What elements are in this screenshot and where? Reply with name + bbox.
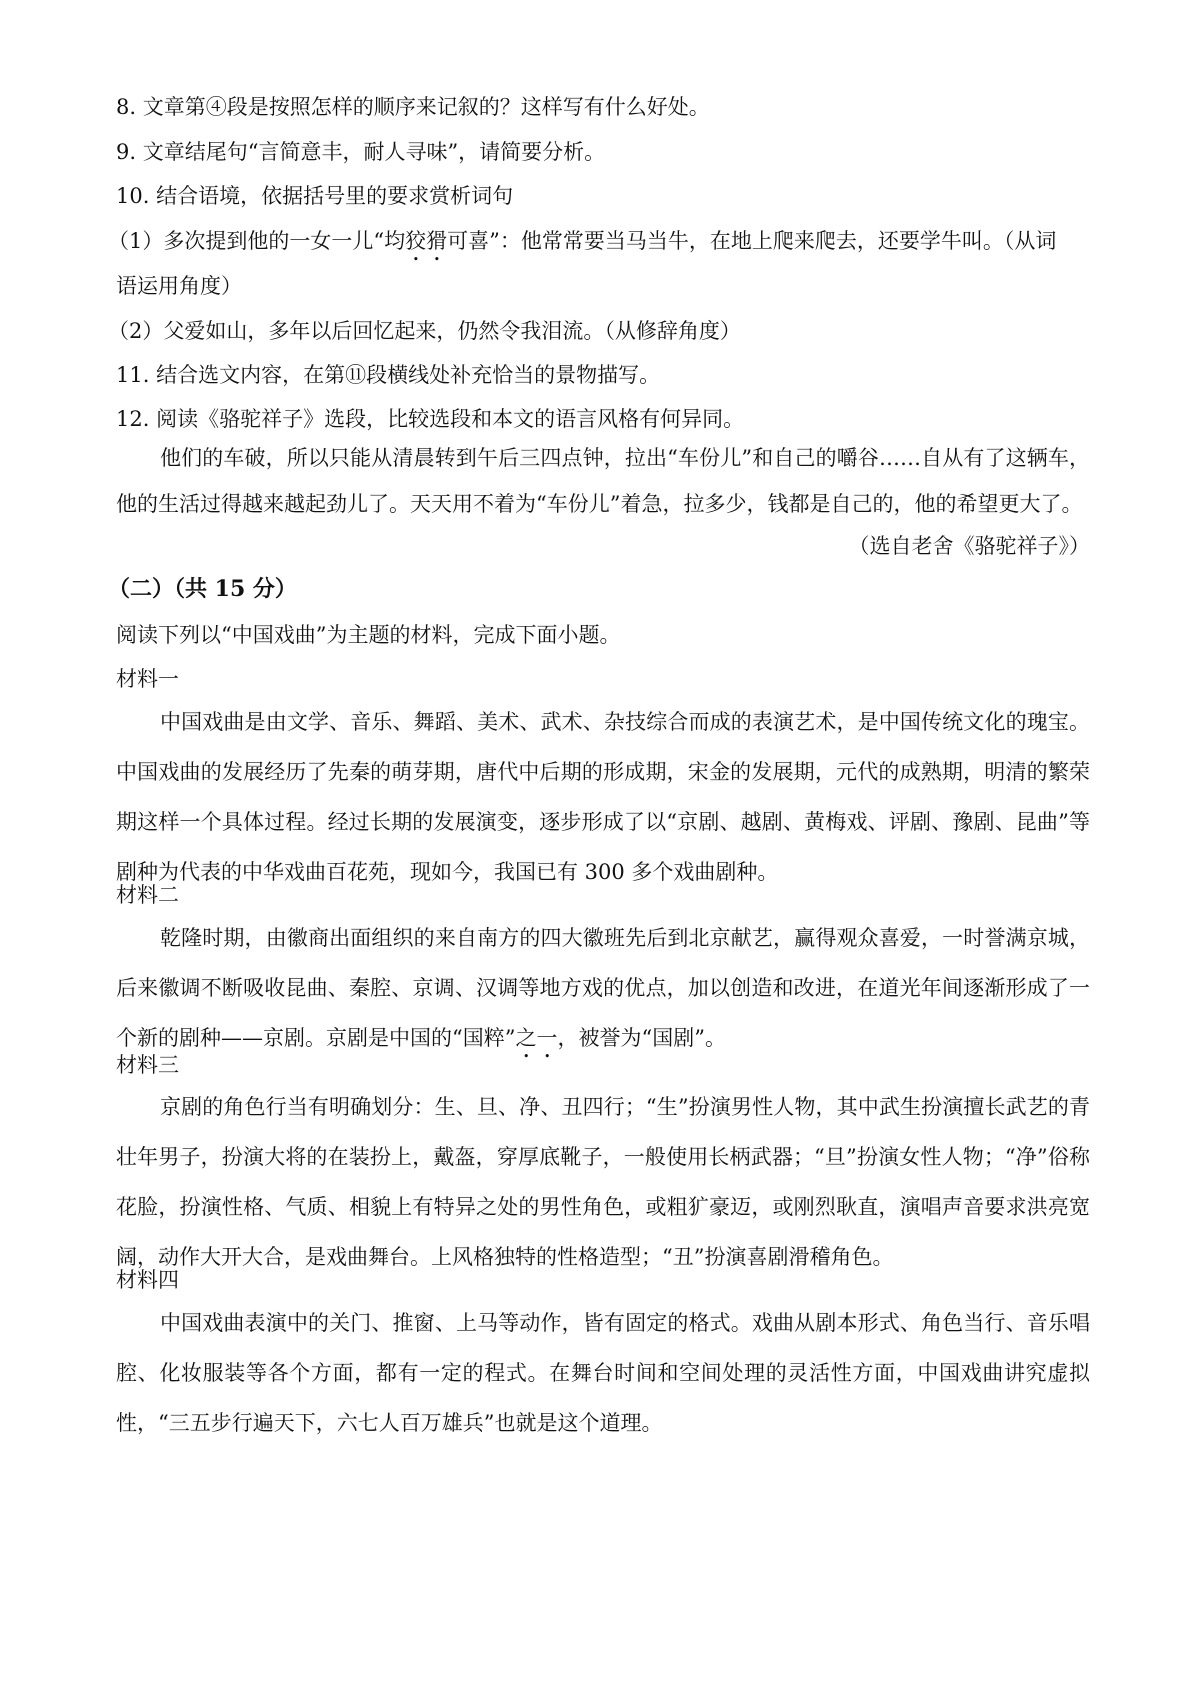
question-12: 12. 阅读《骆驼祥子》选段，比较选段和本文的语言风格有何异同。 bbox=[116, 407, 745, 431]
question-11: 11. 结合选文内容，在第⑪段横线处补充恰当的景物描写。 bbox=[116, 363, 661, 387]
question-10-2: （2）父爱如山，多年以后回忆起来，仍然令我泪流。（从修辞角度） bbox=[108, 319, 741, 343]
excerpt-paragraph: 他们的车破，所以只能从清晨转到午后三四点钟，拉出“车份儿”和自己的嚼谷……自从有了这辆车，他的生活过得越来越起劲儿了。天天用不着为“车份儿”着急，拉多少，钱都是自己的，他的希望更大了。 bbox=[116, 446, 1090, 516]
question-8: 8. 文章第④段是按照怎样的顺序来记叙的？这样写有什么好处。 bbox=[116, 95, 710, 119]
material-3-title: 材料三 bbox=[116, 1053, 179, 1077]
material-2-title: 材料二 bbox=[116, 883, 179, 907]
material-2-text-start: 乾隆时期，由徽商出面组织的来自南方的四大徽班先后到北京献艺，赢得观众喜爱，一时誉满京城，后来徽调不断吸收昆曲、秦腔、京调、汉调等地方戏的优点，加以创造和改进，在道光年间逐渐形成了一个新的剧种——京剧。京剧是中国的“国粹” bbox=[116, 926, 1090, 1050]
material-1-text: 中国戏曲是由文学、音乐、舞蹈、美术、武术、杂技综合而成的表演艺术，是中国传统文化的瑰宝。中国戏曲的发展经历了先秦的萌芽期，唐代中后期的形成期，宋金的发展期，元代的成熟期，明清的繁荣期这样一个具体过程。经过长期的发展演变，逐步形成了以“京剧、越剧、黄梅戏、评剧、豫剧、昆曲”等剧种为代表的中华戏曲百花苑，现如今，我国已有 300 多个戏曲剧种。 bbox=[116, 710, 1090, 884]
excerpt-source: （选自老舍《骆驼祥子》） bbox=[848, 534, 1090, 558]
section-heading: （二）（共 15 分） bbox=[108, 576, 297, 602]
material-1-title: 材料一 bbox=[116, 667, 179, 691]
emphasized-word: 之一 bbox=[515, 1026, 558, 1050]
question-10-1-start: （1）多次提到他的一女一儿“均 bbox=[108, 229, 406, 253]
question-10-1-continued: 语运用角度） bbox=[116, 274, 242, 298]
section-intro: 阅读下列以“中国戏曲”为主题的材料，完成下面小题。 bbox=[116, 623, 621, 647]
question-10-1 bbox=[108, 226, 1088, 266]
question-10: 10. 结合语境，依据括号里的要求赏析词句 bbox=[116, 184, 514, 208]
emphasized-word: 狡猾 bbox=[405, 229, 448, 253]
material-2-text-end: ，被誉为“国剧”。 bbox=[557, 1026, 726, 1050]
question-9: 9. 文章结尾句“言简意丰，耐人寻味”，请简要分析。 bbox=[116, 140, 606, 164]
material-2-text bbox=[116, 913, 1090, 1063]
material-4-text: 中国戏曲表演中的关门、推窗、上马等动作，皆有固定的格式。戏曲从剧本形式、角色当行、音乐唱腔、化妆服装等各个方面，都有一定的程式。在舞台时间和空间处理的灵活性方面，中国戏曲讲究虚拟性，“三五步行遍天下，六七人百万雄兵”也就是这个道理。 bbox=[116, 1311, 1090, 1435]
question-10-1-end: 可喜”：他常常要当马当牛，在地上爬来爬去，还要学牛叫。（从词 bbox=[447, 229, 1057, 253]
material-3-text: 京剧的角色行当有明确划分：生、旦、净、丑四行；“生”扮演男性人物，其中武生扮演擅长武艺的青壮年男子，扮演大将的在装扮上，戴盔，穿厚底靴子，一般使用长柄武器；“旦”扮演女性人物；“净”俗称花脸，扮演性格、气质、相貌上有特异之处的男性角色，或粗犷豪迈，或刚烈耿直，演唱声音要求洪亮宽阔，动作大开大合，是戏曲舞台。上风格独特的性格造型；“丑”扮演喜剧滑稽角色。 bbox=[116, 1095, 1090, 1269]
material-4-title: 材料四 bbox=[116, 1268, 179, 1292]
